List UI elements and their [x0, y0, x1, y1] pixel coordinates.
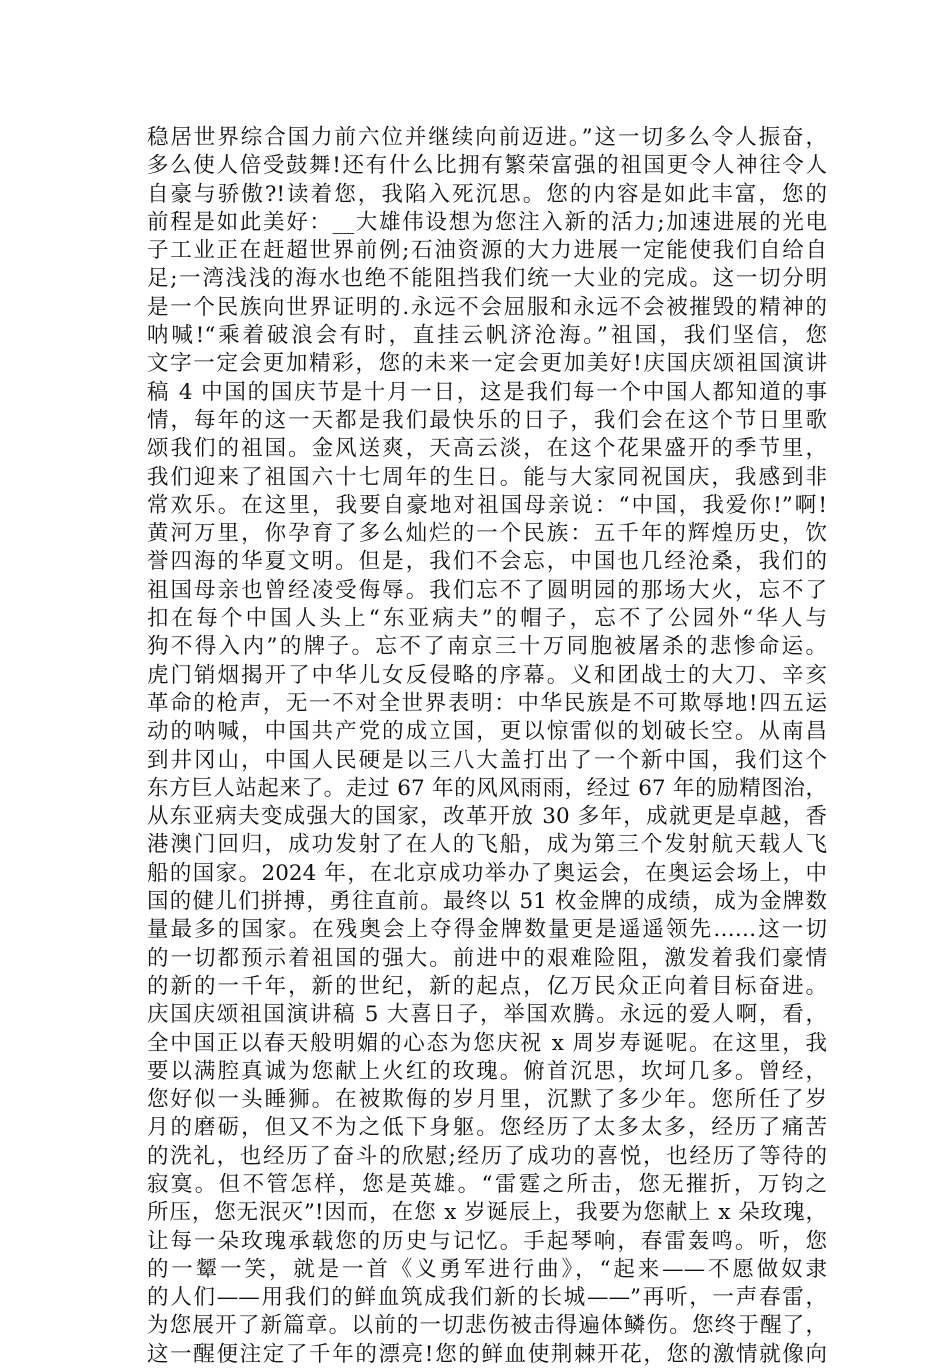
text-line: 的一切都预示着祖国的强大。前进中的艰难险阻，激发着我们豪情 [147, 945, 827, 971]
body-text [147, 124, 827, 1369]
text-line: 狗不得入内”的牌子。忘不了南京三十万同胞被屠杀的悲惨命运。 [147, 634, 827, 660]
text-line: 港澳门回归，成功发射了在人的飞船，成为第三个发射航天载人飞 [147, 832, 827, 858]
text-line: 黄河万里，你孕育了多么灿烂的一个民族：五千年的辉煌历史，饮 [147, 521, 827, 547]
text-line: 的新的一千年，新的世纪，新的起点，亿万民众正向着目标奋进。 [147, 973, 827, 999]
text-line: 呐喊!“乘着破浪会有时，直挂云帆济沧海。”祖国，我们坚信，您 [147, 323, 827, 349]
text-line: 月的磨砺，但又不为之低下身躯。您经历了太多太多，经历了痛苦 [147, 1115, 827, 1141]
text-line: 量最多的国家。在残奥会上夺得金牌数量更是遥遥领先……这一切 [147, 917, 827, 943]
text-line: 自豪与骄傲?!读着您，我陷入死沉思。您的内容是如此丰富，您的 [147, 181, 827, 207]
text-line: 是一个民族向世界证明的.永远不会屈服和永远不会被摧毁的精神的 [147, 294, 827, 320]
text-line: 子工业正在赶超世界前例;石油资源的大力进展一定能使我们自给自 [147, 238, 827, 264]
text-line: 庆国庆颂祖国演讲稿 5 大喜日子，举国欢腾。永远的爱人啊，看， [147, 1002, 827, 1028]
text-line: 稳居世界综合国力前六位并继续向前迈进。”这一切多么令人振奋， [147, 125, 827, 150]
text-line: 虎门销烟揭开了中华儿女反侵略的序幕。义和团战士的大刀、辛亥 [147, 662, 827, 688]
text-line: 扣在每个中国人头上“东亚病夫”的帽子，忘不了公园外“华人与 [147, 606, 827, 632]
text-line: 这一醒便注定了千年的漂亮!您的鲜血使荆棘开花，您的激情就像向 [147, 1341, 827, 1367]
text-line: 动的呐喊，中国共产党的成立国，更以惊雷似的划破长空。从南昌 [147, 719, 827, 745]
text-line: 的一颦一笑，就是一首《义勇军进行曲》，“起来——不愿做奴隶 [147, 1256, 827, 1282]
text-line: 文字一定会更加精彩，您的未来一定会更加美好!庆国庆颂祖国演讲 [147, 351, 827, 377]
text-line: 我们迎来了祖国六十七周年的生日。能与大家同祝国庆，我感到非 [147, 464, 827, 490]
text-line: 所压，您无泯灭”!因而，在您 x 岁诞辰上，我要为您献上 x 朵玫瑰， [147, 1200, 827, 1226]
text-line: 的人们——用我们的鲜血筑成我们新的长城——”再听，一声春雷， [147, 1285, 827, 1311]
text-line: 革命的枪声，无一不对全世界表明：中华民族是不可欺辱地!四五运 [147, 690, 827, 716]
text-line: 到井冈山，中国人民硬是以三八大盖打出了一个新中国，我们这个 [147, 747, 827, 773]
text-line: 情，每年的这一天都是我们最快乐的日子，我们会在这个节日里歌 [147, 407, 827, 433]
text-line: 誉四海的华夏文明。但是，我们不会忘，中国也几经沧桑，我们的 [147, 549, 827, 575]
text-line: 让每一朵玫瑰承载您的历史与记忆。手起琴响，春雷轰鸣。听，您 [147, 1228, 827, 1254]
text-line: 您好似一头睡狮。在被欺侮的岁月里，沉默了多少年。您所任了岁 [147, 1087, 827, 1113]
text-line: 稿 4 中国的国庆节是十月一日，这是我们每一个中国人都知道的事 [147, 379, 827, 405]
text-line: 为您展开了新篇章。以前的一切悲伤被击得遍体鳞伤。您终于醒了， [147, 1313, 827, 1339]
text-line: 国的健儿们拼搏，勇往直前。最终以 51 枚金牌的成绩，成为金牌数 [147, 889, 827, 915]
text-line: 从东亚病夫变成强大的国家，改革开放 30 多年，成就更是卓越，香 [147, 804, 827, 830]
text-line: 全中国正以春天般明媚的心态为您庆祝 x 周岁寿诞呢。在这里，我 [147, 1030, 827, 1056]
text-line: 船的国家。2024 年，在北京成功举办了奥运会，在奥运会场上，中 [147, 860, 827, 886]
text-line: 要以满腔真诚为您献上火红的玫瑰。俯首沉思，坎坷几多。曾经， [147, 1058, 827, 1084]
text-line: 寂寞。但不管怎样，您是英雄。“雷霆之所击，您无摧折，万钧之 [147, 1171, 827, 1197]
text-line: 的洗礼，也经历了奋斗的欣慰;经历了成功的喜悦，也经历了等待的 [147, 1143, 827, 1169]
text-line: 颂我们的祖国。金风送爽，天高云淡，在这个花果盛开的季节里， [147, 436, 827, 462]
text-line: 东方巨人站起来了。走过 67 年的风风雨雨，经过 67 年的励精图治， [147, 775, 827, 801]
text-line: 前程是如此美好：__大雄伟设想为您注入新的活力;加速进展的光电 [147, 209, 827, 235]
text-line: 多么使人倍受鼓舞!还有什么比拥有繁荣富强的祖国更令人神往令人 [147, 153, 827, 179]
text-line: 常欢乐。在这里，我要自豪地对祖国母亲说：“中国，我爱你!”啊! [147, 492, 827, 518]
text-line: 祖国母亲也曾经凌受侮辱。我们忘不了圆明园的那场大火，忘不了 [147, 577, 827, 603]
text-line: 足;一湾浅浅的海水也绝不能阻挡我们统一大业的完成。这一切分明 [147, 266, 827, 292]
